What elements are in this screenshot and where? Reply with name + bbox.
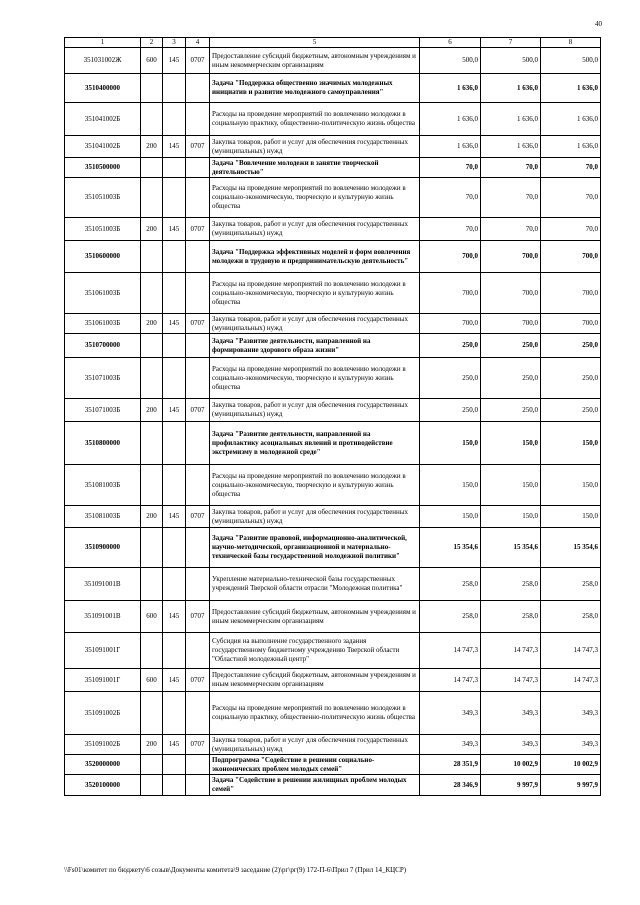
row-expense-type <box>141 633 163 669</box>
row-code: 351051003Б <box>65 178 141 218</box>
row-amount-year-1: 1 636,0 <box>420 136 481 158</box>
row-name: Подпрограмма "Содействие в решении социально-экономических проблем молодых семей" <box>210 755 420 775</box>
row-amount-year-2: 250,0 <box>481 399 541 422</box>
row-admin-code <box>163 74 186 103</box>
row-name: Задача "Содействие в решении жилищных проблем молодых семей" <box>210 775 420 796</box>
table-row <box>65 506 601 528</box>
row-admin-code <box>163 273 186 314</box>
row-amount-year-1: 349,3 <box>420 735 481 755</box>
row-section-code <box>186 273 210 314</box>
row-amount-year-1: 28 346,9 <box>420 775 481 796</box>
row-amount-year-1: 250,0 <box>420 399 481 422</box>
row-name: Расходы на проведение мероприятий по вовлечению молодежи в социальную практику, общественно-политическую жизнь общества <box>210 692 420 735</box>
row-section-code <box>186 775 210 796</box>
row-name: Закупка товаров, работ и услуг для обеспечения государственных (муниципальных) нужд <box>210 399 420 422</box>
row-amount-year-3: 70,0 <box>541 158 601 178</box>
row-section-code <box>186 568 210 601</box>
table-row <box>65 178 601 218</box>
row-admin-code: 145 <box>163 506 186 528</box>
row-amount-year-1: 500,0 <box>420 48 481 74</box>
row-amount-year-2: 1 636,0 <box>481 136 541 158</box>
row-amount-year-1: 70,0 <box>420 218 481 241</box>
column-header: 2 <box>141 38 163 48</box>
row-admin-code <box>163 358 186 399</box>
row-name: Задача "Поддержка общественно значимых молодежных инициатив и развитие молодежного самоуправления" <box>210 74 420 103</box>
row-amount-year-2: 349,3 <box>481 692 541 735</box>
row-amount-year-3: 14 747,3 <box>541 633 601 669</box>
row-amount-year-3: 150,0 <box>541 506 601 528</box>
table-header-row <box>65 38 601 48</box>
row-amount-year-2: 14 747,3 <box>481 633 541 669</box>
row-expense-type <box>141 241 163 273</box>
row-name: Задача "Развитие деятельности, направленной на формирование здорового образа жизни" <box>210 334 420 358</box>
row-amount-year-1: 700,0 <box>420 241 481 273</box>
row-code: 351081003Б <box>65 465 141 506</box>
row-expense-type <box>141 692 163 735</box>
row-amount-year-2: 150,0 <box>481 422 541 465</box>
row-amount-year-2: 14 747,3 <box>481 669 541 692</box>
table-row <box>65 465 601 506</box>
row-section-code <box>186 334 210 358</box>
column-header: 1 <box>65 38 141 48</box>
row-amount-year-1: 150,0 <box>420 506 481 528</box>
row-expense-type <box>141 273 163 314</box>
table-row <box>65 334 601 358</box>
row-name: Закупка товаров, работ и услуг для обеспечения государственных (муниципальных) нужд <box>210 218 420 241</box>
table-row <box>65 241 601 273</box>
row-amount-year-1: 258,0 <box>420 601 481 633</box>
table-row <box>65 399 601 422</box>
row-amount-year-2: 258,0 <box>481 601 541 633</box>
row-amount-year-2: 349,3 <box>481 735 541 755</box>
row-section-code <box>186 74 210 103</box>
row-admin-code: 145 <box>163 218 186 241</box>
row-section-code <box>186 241 210 273</box>
row-amount-year-3: 700,0 <box>541 314 601 334</box>
row-section-code <box>186 692 210 735</box>
row-amount-year-3: 150,0 <box>541 422 601 465</box>
row-expense-type <box>141 755 163 775</box>
row-code: 3510600000 <box>65 241 141 273</box>
row-name: Расходы на проведение мероприятий по вовлечению молодежи в социально-экономическую, творческую и культурную жизнь общества <box>210 178 420 218</box>
row-name: Задача "Вовлечение молодежи в занятие творческой деятельностью" <box>210 158 420 178</box>
row-section-code <box>186 358 210 399</box>
row-admin-code <box>163 241 186 273</box>
budget-table <box>64 37 601 796</box>
row-amount-year-2: 258,0 <box>481 568 541 601</box>
row-code: 3520000000 <box>65 755 141 775</box>
row-expense-type <box>141 358 163 399</box>
row-section-code: 0707 <box>186 601 210 633</box>
row-code: 3510400000 <box>65 74 141 103</box>
column-header: 7 <box>481 38 541 48</box>
row-expense-type <box>141 103 163 136</box>
row-amount-year-3: 150,0 <box>541 465 601 506</box>
row-name: Расходы на проведение мероприятий по вовлечению молодежи в социальную практику, общественно-политическую жизнь общества <box>210 103 420 136</box>
row-name: Расходы на проведение мероприятий по вовлечению молодежи в социально-экономическую, творческую и культурную жизнь общества <box>210 273 420 314</box>
row-name: Задача "Поддержка эффективных моделей и форм вовлечения молодежи в трудовую и предпринимательскую деятельность" <box>210 241 420 273</box>
row-expense-type: 200 <box>141 735 163 755</box>
row-admin-code <box>163 422 186 465</box>
row-amount-year-2: 70,0 <box>481 178 541 218</box>
row-name: Расходы на проведение мероприятий по вовлечению молодежи в социально-экономическую, творческую и культурную жизнь общества <box>210 358 420 399</box>
row-amount-year-2: 700,0 <box>481 241 541 273</box>
row-code: 351091002Б <box>65 692 141 735</box>
row-section-code <box>186 465 210 506</box>
row-admin-code <box>163 755 186 775</box>
row-amount-year-3: 1 636,0 <box>541 103 601 136</box>
row-section-code <box>186 528 210 568</box>
table-row <box>65 136 601 158</box>
row-amount-year-2: 250,0 <box>481 358 541 399</box>
row-code: 351091001В <box>65 568 141 601</box>
row-name: Закупка товаров, работ и услуг для обеспечения государственных (муниципальных) нужд <box>210 136 420 158</box>
row-admin-code <box>163 775 186 796</box>
row-amount-year-3: 14 747,3 <box>541 669 601 692</box>
row-amount-year-3: 250,0 <box>541 334 601 358</box>
row-amount-year-1: 14 747,3 <box>420 633 481 669</box>
row-amount-year-1: 1 636,0 <box>420 74 481 103</box>
row-admin-code: 145 <box>163 399 186 422</box>
row-code: 351041002Б <box>65 136 141 158</box>
column-header: 5 <box>210 38 420 48</box>
row-expense-type <box>141 74 163 103</box>
table-row <box>65 669 601 692</box>
row-section-code: 0707 <box>186 314 210 334</box>
row-code: 351091001Г <box>65 669 141 692</box>
row-amount-year-1: 250,0 <box>420 358 481 399</box>
table-row <box>65 74 601 103</box>
row-expense-type: 200 <box>141 506 163 528</box>
page-number: 40 <box>595 20 602 28</box>
row-expense-type <box>141 158 163 178</box>
row-amount-year-1: 28 351,9 <box>420 755 481 775</box>
table-row <box>65 735 601 755</box>
row-name: Расходы на проведение мероприятий по вовлечению молодежи в социально-экономическую, творческую и культурную жизнь общества <box>210 465 420 506</box>
row-amount-year-2: 700,0 <box>481 314 541 334</box>
row-code: 351091002Б <box>65 735 141 755</box>
table-row <box>65 775 601 796</box>
row-amount-year-1: 250,0 <box>420 334 481 358</box>
row-section-code: 0707 <box>186 136 210 158</box>
row-amount-year-1: 150,0 <box>420 465 481 506</box>
row-amount-year-1: 150,0 <box>420 422 481 465</box>
row-amount-year-3: 1 636,0 <box>541 74 601 103</box>
column-header: 8 <box>541 38 601 48</box>
row-admin-code: 145 <box>163 48 186 74</box>
row-amount-year-2: 700,0 <box>481 273 541 314</box>
row-amount-year-3: 10 002,9 <box>541 755 601 775</box>
table-row <box>65 358 601 399</box>
row-amount-year-2: 15 354,6 <box>481 528 541 568</box>
row-expense-type: 600 <box>141 48 163 74</box>
row-amount-year-2: 500,0 <box>481 48 541 74</box>
table-row <box>65 218 601 241</box>
row-amount-year-2: 70,0 <box>481 158 541 178</box>
table-row <box>65 422 601 465</box>
row-amount-year-1: 70,0 <box>420 178 481 218</box>
row-name: Предоставление субсидий бюджетным, автономным учреждениям и иным некоммерческим организациям <box>210 669 420 692</box>
row-amount-year-1: 1 636,0 <box>420 103 481 136</box>
row-code: 351051003Б <box>65 218 141 241</box>
row-code: 351061003Б <box>65 273 141 314</box>
row-expense-type: 200 <box>141 314 163 334</box>
row-amount-year-3: 250,0 <box>541 399 601 422</box>
table-row <box>65 48 601 74</box>
row-code: 3510500000 <box>65 158 141 178</box>
row-amount-year-3: 500,0 <box>541 48 601 74</box>
row-section-code <box>186 633 210 669</box>
row-admin-code <box>163 178 186 218</box>
row-admin-code <box>163 633 186 669</box>
table-body <box>65 48 601 796</box>
table-row <box>65 528 601 568</box>
row-name: Задача "Развитие правовой, информационно-аналитической, научно-методической, организационной и материально-технической базы государственной молодежной политики" <box>210 528 420 568</box>
row-amount-year-2: 1 636,0 <box>481 74 541 103</box>
row-admin-code <box>163 465 186 506</box>
row-name: Субсидия на выполнение государственного задания государственному бюджетному учреждению Тверской области "Областной молодежный центр" <box>210 633 420 669</box>
table-row <box>65 273 601 314</box>
row-admin-code <box>163 692 186 735</box>
row-code: 351031002Ж <box>65 48 141 74</box>
row-code: 351091001Г <box>65 633 141 669</box>
row-section-code: 0707 <box>186 48 210 74</box>
row-amount-year-3: 258,0 <box>541 568 601 601</box>
column-header: 3 <box>163 38 186 48</box>
row-amount-year-1: 700,0 <box>420 273 481 314</box>
row-amount-year-3: 1 636,0 <box>541 136 601 158</box>
row-amount-year-3: 15 354,6 <box>541 528 601 568</box>
row-expense-type <box>141 422 163 465</box>
row-admin-code <box>163 334 186 358</box>
table-row <box>65 633 601 669</box>
row-code: 351071003Б <box>65 358 141 399</box>
row-expense-type <box>141 568 163 601</box>
row-section-code <box>186 422 210 465</box>
row-expense-type: 600 <box>141 601 163 633</box>
row-code: 3510900000 <box>65 528 141 568</box>
row-amount-year-2: 150,0 <box>481 465 541 506</box>
row-amount-year-3: 700,0 <box>541 241 601 273</box>
row-admin-code <box>163 568 186 601</box>
row-amount-year-3: 349,3 <box>541 735 601 755</box>
row-expense-type: 200 <box>141 136 163 158</box>
row-admin-code: 145 <box>163 735 186 755</box>
row-amount-year-2: 9 997,9 <box>481 775 541 796</box>
row-amount-year-2: 250,0 <box>481 334 541 358</box>
row-amount-year-1: 14 747,3 <box>420 669 481 692</box>
table-row <box>65 601 601 633</box>
row-admin-code: 145 <box>163 136 186 158</box>
table-row <box>65 755 601 775</box>
row-code: 351071003Б <box>65 399 141 422</box>
row-admin-code <box>163 528 186 568</box>
row-code: 3510700000 <box>65 334 141 358</box>
row-expense-type: 600 <box>141 669 163 692</box>
row-code: 3520100000 <box>65 775 141 796</box>
row-expense-type <box>141 334 163 358</box>
row-amount-year-1: 700,0 <box>420 314 481 334</box>
row-section-code: 0707 <box>186 735 210 755</box>
row-code: 351081003Б <box>65 506 141 528</box>
row-section-code <box>186 178 210 218</box>
column-header: 6 <box>420 38 481 48</box>
row-name: Задача "Развитие деятельности, направленной на профилактику асоциальных явлений и противодействие экстремизму в молодежной среде" <box>210 422 420 465</box>
row-amount-year-3: 70,0 <box>541 218 601 241</box>
row-section-code: 0707 <box>186 399 210 422</box>
row-code: 351041002Б <box>65 103 141 136</box>
row-code: 351091001В <box>65 601 141 633</box>
row-admin-code: 145 <box>163 669 186 692</box>
row-section-code: 0707 <box>186 506 210 528</box>
row-amount-year-1: 258,0 <box>420 568 481 601</box>
row-expense-type <box>141 775 163 796</box>
row-code: 3510800000 <box>65 422 141 465</box>
table-row <box>65 692 601 735</box>
row-section-code: 0707 <box>186 669 210 692</box>
row-expense-type: 200 <box>141 399 163 422</box>
row-name: Закупка товаров, работ и услуг для обеспечения государственных (муниципальных) нужд <box>210 506 420 528</box>
row-expense-type <box>141 528 163 568</box>
row-code: 351061003Б <box>65 314 141 334</box>
row-admin-code: 145 <box>163 314 186 334</box>
row-amount-year-1: 15 354,6 <box>420 528 481 568</box>
row-expense-type <box>141 178 163 218</box>
column-header: 4 <box>186 38 210 48</box>
row-amount-year-1: 349,3 <box>420 692 481 735</box>
row-admin-code: 145 <box>163 601 186 633</box>
row-section-code <box>186 158 210 178</box>
row-name: Предоставление субсидий бюджетным, автономным учреждениям и иным некоммерческим организациям <box>210 48 420 74</box>
file-path-footer: \\Fs01\комитет по бюджету\6 созыв\Документы комитета\9 заседание (2)\рг\рг(9) 172-П-6\Прил 7 (Прил 14_КЦСР) <box>64 866 407 874</box>
table-row <box>65 158 601 178</box>
table-row <box>65 103 601 136</box>
table-row <box>65 314 601 334</box>
row-amount-year-3: 700,0 <box>541 273 601 314</box>
row-name: Предоставление субсидий бюджетным, автономным учреждениям и иным некоммерческим организациям <box>210 601 420 633</box>
row-amount-year-3: 70,0 <box>541 178 601 218</box>
row-name: Закупка товаров, работ и услуг для обеспечения государственных (муниципальных) нужд <box>210 735 420 755</box>
row-amount-year-2: 10 002,9 <box>481 755 541 775</box>
row-amount-year-1: 70,0 <box>420 158 481 178</box>
row-expense-type <box>141 465 163 506</box>
row-amount-year-2: 1 636,0 <box>481 103 541 136</box>
row-name: Укрепление материально-технической базы государственных учреждений Тверской области отрасли "Молодежная политика" <box>210 568 420 601</box>
row-amount-year-3: 9 997,9 <box>541 775 601 796</box>
row-section-code <box>186 755 210 775</box>
row-admin-code <box>163 158 186 178</box>
table-row <box>65 568 601 601</box>
row-section-code: 0707 <box>186 218 210 241</box>
row-amount-year-3: 258,0 <box>541 601 601 633</box>
row-amount-year-3: 349,3 <box>541 692 601 735</box>
row-admin-code <box>163 103 186 136</box>
row-amount-year-2: 150,0 <box>481 506 541 528</box>
row-section-code <box>186 103 210 136</box>
row-name: Закупка товаров, работ и услуг для обеспечения государственных (муниципальных) нужд <box>210 314 420 334</box>
row-amount-year-2: 70,0 <box>481 218 541 241</box>
row-amount-year-3: 250,0 <box>541 358 601 399</box>
row-expense-type: 200 <box>141 218 163 241</box>
